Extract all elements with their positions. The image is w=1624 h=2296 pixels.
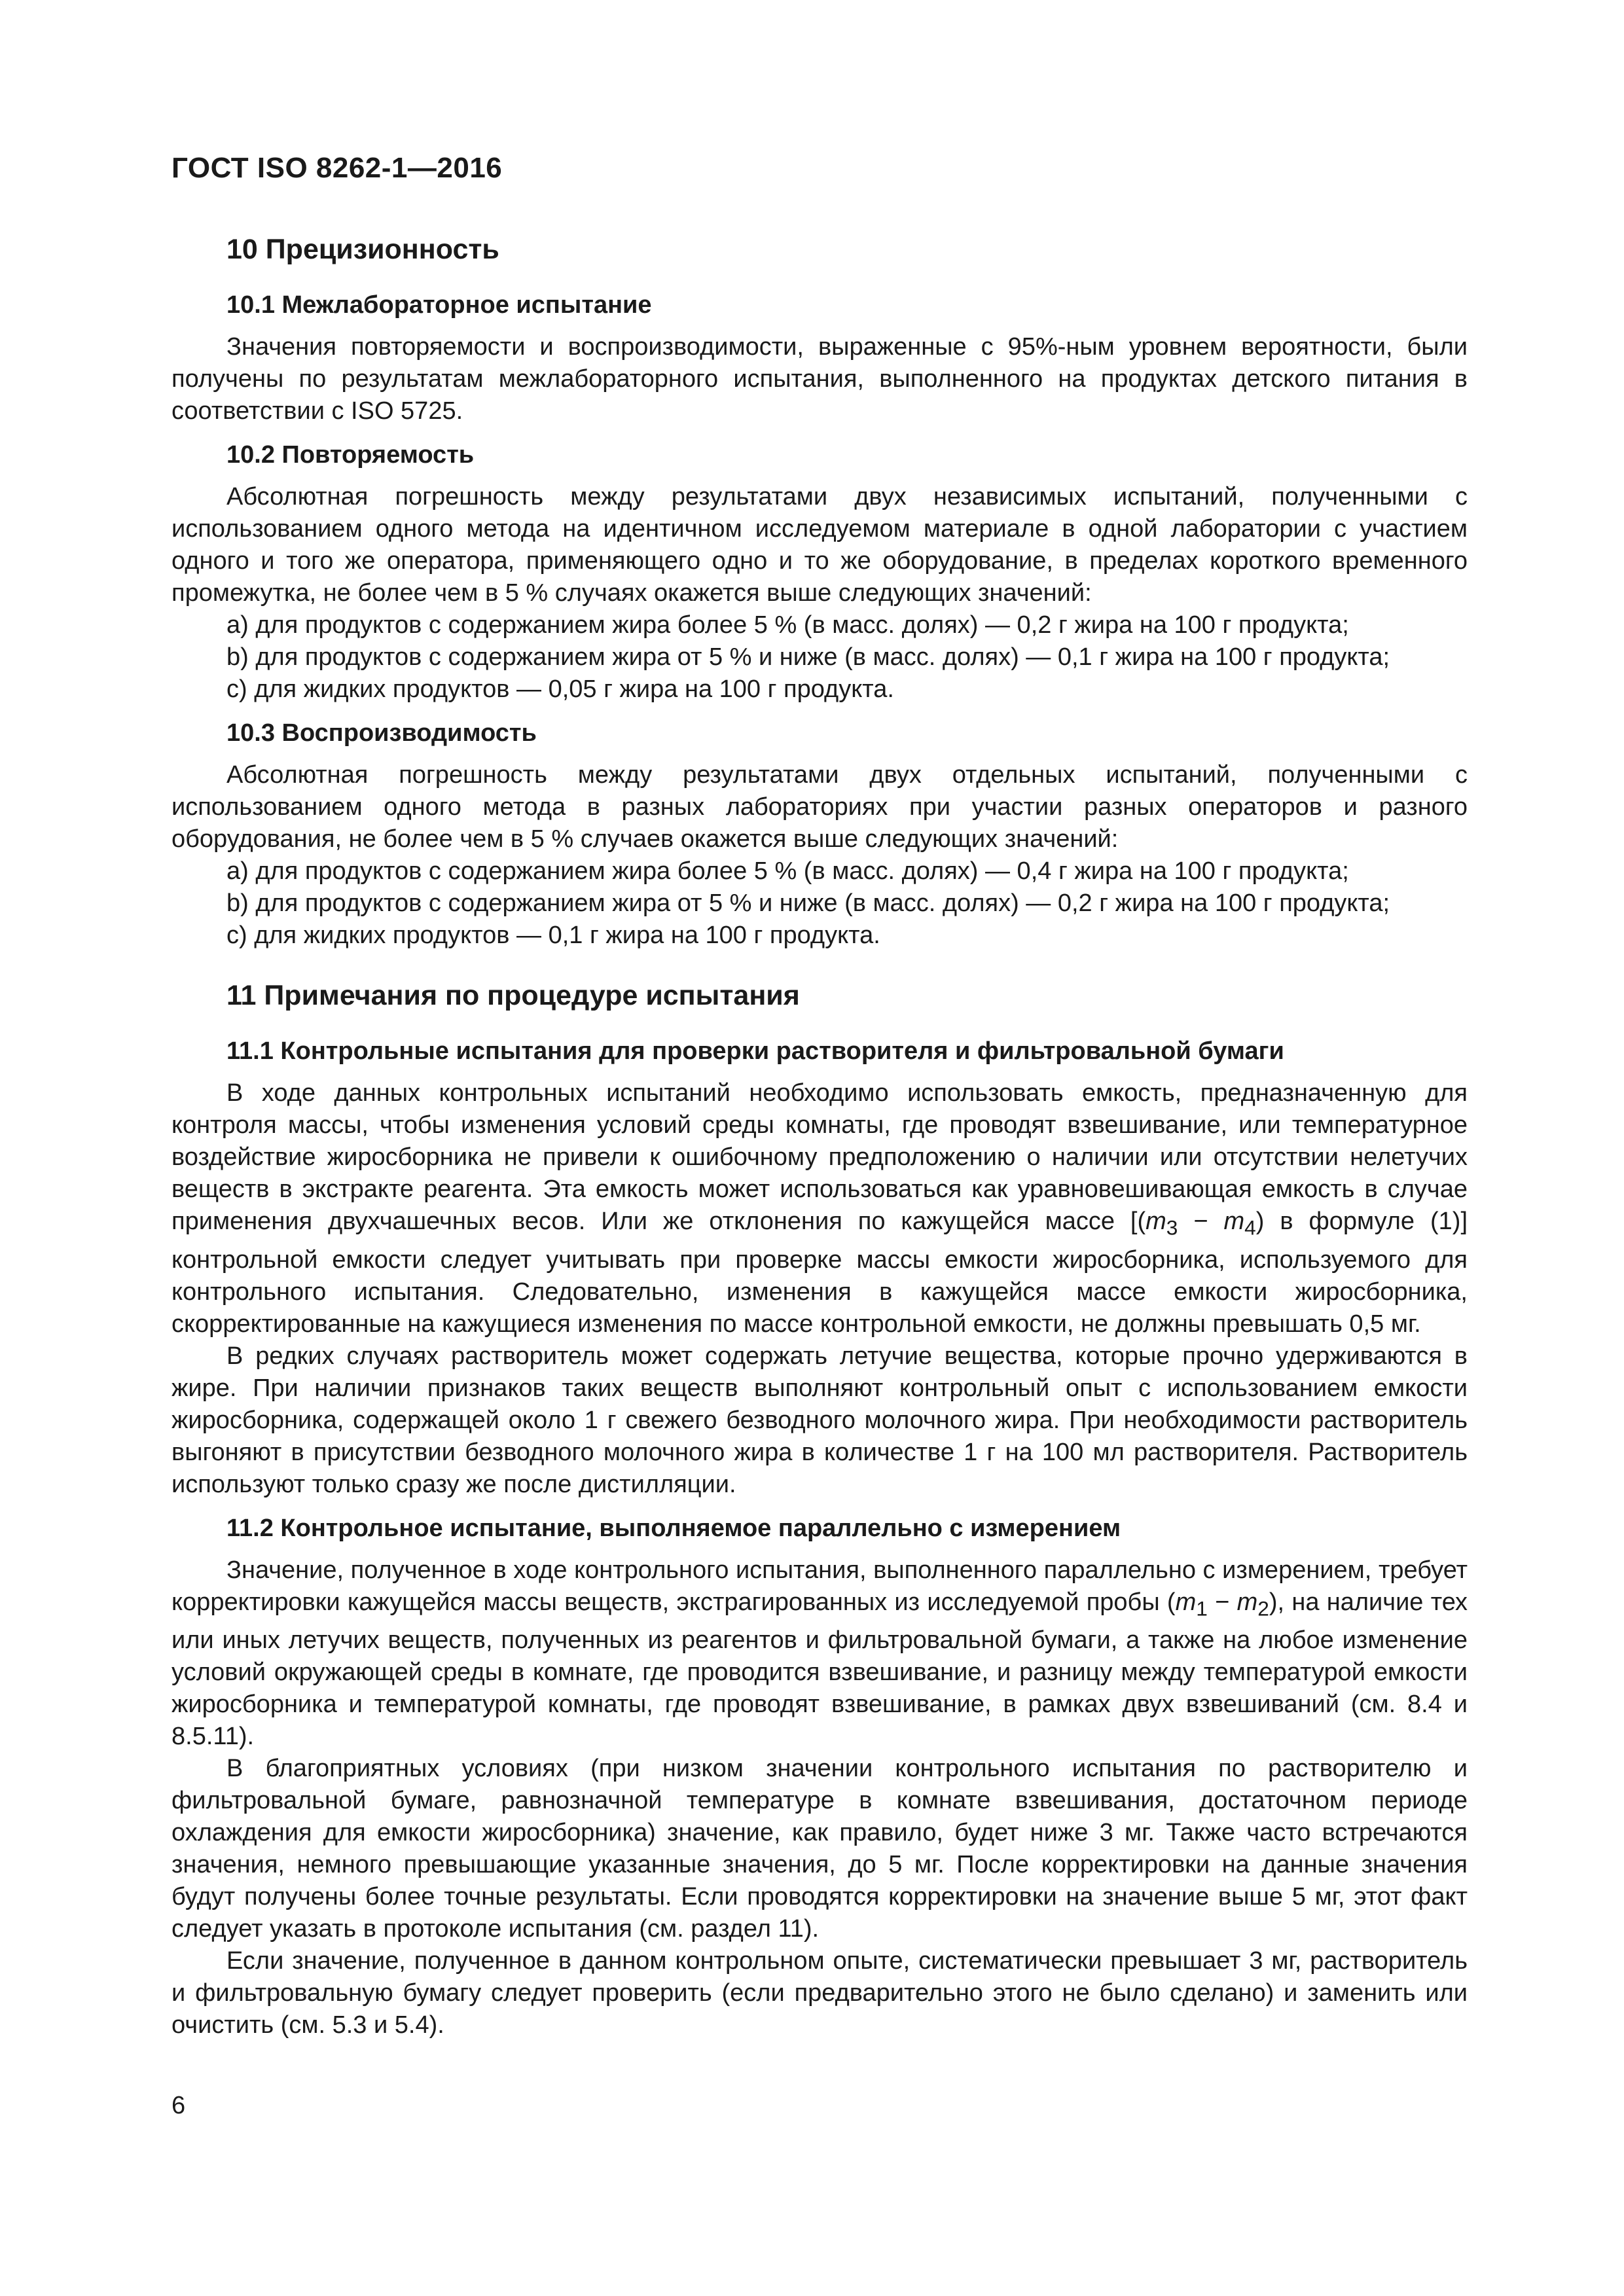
formula-m1-sub: 1 bbox=[1196, 1596, 1208, 1621]
list-item-10-2-a: a) для продуктов с содержанием жира более 5 % (в масс. долях) — 0,2 г жира на 100 г продукта; bbox=[226, 611, 1349, 639]
section-10-1-paragraph: Значения повторяемости и воспроизводимости, выраженные с 95%-ным уровнем вероятности, были получены по результатам межлабораторного испытания, выполненного на продуктах детского питания в соответствии с ISO 5725. bbox=[171, 333, 1468, 425]
section-10-heading: 10 Прецизионность bbox=[226, 234, 499, 265]
section-10-2-heading: 10.2 Повторяемость bbox=[226, 441, 475, 469]
page-content bbox=[171, 233, 1468, 2041]
section-11-heading: 11 Примечания по процедуре испытания bbox=[226, 980, 800, 1011]
formula-m4-sub: 4 bbox=[1244, 1215, 1256, 1240]
list-item-10-3-c: c) для жидких продуктов — 0,1 г жира на 100 г продукта. bbox=[226, 922, 880, 949]
section-10-1-heading: 10.1 Межлабораторное испытание bbox=[226, 291, 652, 319]
formula-m3-sub: 3 bbox=[1166, 1215, 1178, 1240]
formula-m1: m bbox=[1175, 1588, 1197, 1616]
section-11-2-paragraph-3: Если значение, полученное в данном контрольном опыте, систематически превышает 3 мг, растворитель и фильтровальную бумагу следует проверить (если предварительно этого не было сделано) и заменить или очистить (см. 5.3 и 5.4). bbox=[171, 1947, 1468, 2039]
page-number: 6 bbox=[171, 2092, 186, 2119]
section-10-3-heading: 10.3 Воспроизводимость bbox=[226, 719, 537, 747]
section-11-1-heading: 11.1 Контрольные испытания для проверки растворителя и фильтровальной бумаги bbox=[226, 1037, 1284, 1065]
list-item-10-3-b: b) для продуктов с содержанием жира от 5 % и ниже (в масс. долях) — 0,2 г жира на 100 г продукта; bbox=[226, 889, 1390, 917]
section-11-1-paragraph-1: В ходе данных контрольных испытаний необходимо использовать емкость, предназначенную для контроля массы, чтобы изменения условий среды комнаты, где проводят взвешивание, или температурное воздействие жиросборника не привели к ошибочному предположению о наличии или отсутствии нелетучих веществ в экстракте реагента. Эта емкость может использоваться как уравновешивающая емкость в случае применения двухчашечных весов. Или же отклонения по кажущейся массе [$(m_3 - m_4)$ в формуле (1)] контрольной емкости следует учитывать при проверке массы емкости жиросборника, используемого для контрольного испытания. Следовательно, изменения в кажущейся массе емкости жиросборника, скорректированные на кажущиеся изменения по массе контрольной емкости, не должны превышать 0,5 мг. bbox=[171, 1079, 1468, 1338]
section-11-2-heading: 11.2 Контрольное испытание, выполняемое параллельно с измерением bbox=[226, 1514, 1121, 1542]
formula-m2-sub: 2 bbox=[1257, 1596, 1269, 1621]
formula-m2: m bbox=[1236, 1588, 1258, 1616]
section-11-2-paragraph-2: В благоприятных условиях (при низком значении контрольного испытания по растворителю и фильтровальной бумаге, равнозначной температуре в комнате взвешивания, достаточном периоде охлаждения для емкости жиросборника) значение, как правило, будет ниже 3 мг. Также часто встречаются значения, немного превышающие указанные значения, до 5 мг. После корректировки на данные значения будут получены более точные результаты. Если проводятся корректировки на значение выше 5 мг, этот факт следует указать в протоколе испытания (см. раздел 11). bbox=[171, 1755, 1468, 1943]
list-item-10-2-b: b) для продуктов с содержанием жира от 5 % и ниже (в масс. долях) — 0,1 г жира на 100 г продукта; bbox=[226, 643, 1390, 671]
list-item-10-3-a: a) для продуктов с содержанием жира более 5 % (в масс. долях) — 0,4 г жира на 100 г продукта; bbox=[226, 857, 1349, 885]
section-11-2-paragraph-1: Значение, полученное в ходе контрольного испытания, выполненного параллельно с измерением, требует корректировки кажущейся массы веществ, экстрагированных из исследуемой пробы $(m_1 - m_2)$, на наличие тех или иных летучих веществ, полученных из реагентов и фильтровальной бумаги, а также на любое изменение условий окружающей среды в комнате, где проводится взвешивание, и разницу между температурой емкости жиросборника и температурой комнаты, где проводят взвешивание, в рамках двух взвешиваний (см. 8.4 и 8.5.11). bbox=[171, 1556, 1468, 1751]
document-id: ГОСТ ISO 8262-1—2016 bbox=[171, 152, 503, 184]
section-11-1-paragraph-2: В редких случаях растворитель может содержать летучие вещества, которые прочно удерживаются в жире. При наличии признаков таких веществ выполняют контрольный опыт с использованием емкости жиросборника, содержащей около 1 г свежего безводного молочного жира. При необходимости растворитель выгоняют в присутствии безводного молочного жира в количестве 1 г на 100 мл растворителя. Растворитель используют только сразу же после дистилляции. bbox=[171, 1342, 1468, 1498]
list-item-10-2-c: c) для жидких продуктов — 0,05 г жира на 100 г продукта. bbox=[226, 675, 894, 703]
formula-m3: m bbox=[1146, 1208, 1166, 1235]
formula-m4: m bbox=[1223, 1208, 1245, 1235]
section-10-3-paragraph: Абсолютная погрешность между результатами двух отдельных испытаний, полученными с использованием одного метода в разных лабораториях при участии разных операторов и разного оборудования, не более чем в 5 % случаев окажется выше следующих значений: bbox=[171, 761, 1468, 853]
section-10-2-paragraph: Абсолютная погрешность между результатами двух независимых испытаний, полученными с использованием одного метода на идентичном исследуемом материале в одной лаборатории с участием одного и того же оператора, применяющего одно и то же оборудование, в пределах короткого временного промежутка, не более чем в 5 % случаях окажется выше следующих значений: bbox=[171, 483, 1468, 607]
